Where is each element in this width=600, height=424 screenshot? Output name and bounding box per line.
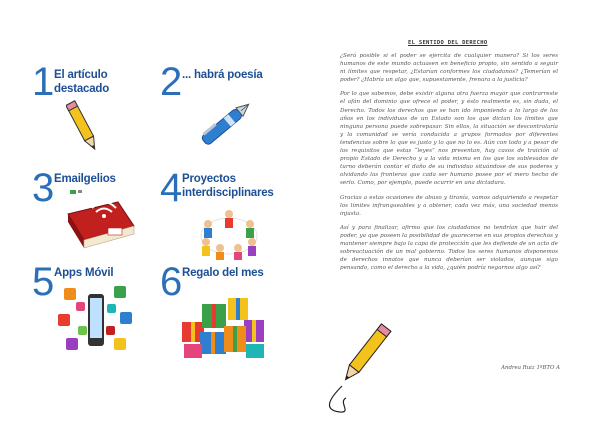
article-body xyxy=(340,52,558,278)
gift-boxes-icon xyxy=(178,292,268,360)
section-label: El artículo destacado xyxy=(54,69,110,95)
article-page xyxy=(300,0,600,424)
phone-apps-burst-icon xyxy=(54,280,138,358)
section-label: Regalo del mes xyxy=(182,267,264,279)
article-paragraph: ¿Será posible si el poder se ejercita de cualquier manera? Si los seres humanos de este mundo actuasen en beneficio propio, sin sentido a seguir ni límites que respetar, ¿Estarían conformes los ciudadanos? ¿Temerían el poder? ¿Habría un algo que, supuestamente, frenara a la justicia? xyxy=(340,53,558,84)
section-5[interactable] xyxy=(32,262,152,362)
article-author: Andrea Ruiz 1ºBTO A xyxy=(501,365,560,371)
section-label: Apps Móvil xyxy=(54,267,114,279)
article-paragraph: Así y para finalizar, afirmo que los ciudadanos no tendrían que huir del poder, ya que poseen la posibilidad de guarecerse en sus propios derechos y mantener siempre bajo la capa de protección que les defiende de un acto de sobreactuación de un mal gobierno. Todos los seres humanos disponemos de derechos innatos que nunca deberían ser violados, aunque sigo pensando, como el derecho a la vida, ¿quién podría negarnos algo así? xyxy=(340,224,558,272)
pencil-icon xyxy=(66,98,100,156)
section-label: ... habrá poesía xyxy=(182,69,263,81)
section-3[interactable] xyxy=(32,168,152,264)
section-label: Emailgelios xyxy=(54,173,116,185)
fountain-pen-icon xyxy=(190,92,262,156)
section-number: 5 xyxy=(32,260,55,304)
pencil-scribble-icon xyxy=(312,320,402,420)
article-paragraph: Gracias a estas ocasiones de abuso y tiranía, vamos adquiriendo a respetar los límites infranqueables y a obtener, cada vez más, una sociedad menos injusta. xyxy=(340,194,558,217)
book-with-wifi-icon xyxy=(62,188,140,260)
section-number: 1 xyxy=(32,60,55,104)
section-1[interactable] xyxy=(32,62,152,158)
article-title: EL SENTIDO DEL DERECHO xyxy=(408,40,488,46)
section-2[interactable] xyxy=(160,62,290,158)
section-number: 2 xyxy=(160,60,183,104)
children-circle-icon xyxy=(194,202,264,260)
section-6[interactable] xyxy=(160,262,290,362)
section-number: 6 xyxy=(160,260,183,304)
section-label: Proyectos interdisciplinares xyxy=(182,173,274,199)
section-number: 4 xyxy=(160,166,183,210)
section-number: 3 xyxy=(32,166,55,210)
article-paragraph: Por lo que sabemos, debe existir alguna otra fuerza mayor que contrarreste el afán del dominio que ofrece el poder, y ésto realmente es, sin duda, el Derecho. Todos los derechos que se han ido imponiendo a lo largo de los años en los individuos de un Estado son los que dictan los límites que ninguna persona puede sobrepasar. Sin ellos, la situación se descontrolaría y la comunidad se vería conducida a grupos formados por diferentes tendencias sobre lo que es justo y lo que no lo es. Aún con todo y a pesar de los requisitos que estas “leyes” nos presentan, hay casos de traición al propio Estado de Derecho y a la vida misma en los que los sublevados de turno deberán contar el daño de su individuo situándose de sus poderes y olvidando las fronteras que cada ser humano posee por el mero hecho de serlo. Como, por ejemplo, puede ocurrir en una dictadura. xyxy=(340,91,558,187)
section-4[interactable] xyxy=(160,168,294,264)
